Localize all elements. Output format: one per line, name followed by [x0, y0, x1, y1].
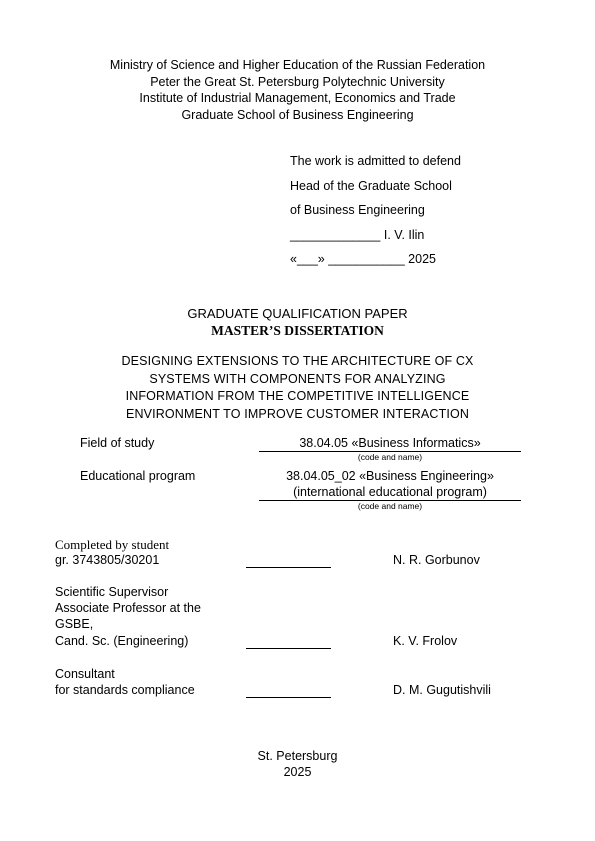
consultant-name: D. M. Gugutishvili: [393, 683, 491, 697]
field-of-study-label: Field of study: [80, 436, 155, 450]
approval-head-signature: _____________ I. V. Ilin: [290, 227, 425, 242]
educational-program-label: Educational program: [80, 469, 196, 483]
topic-line-3: INFORMATION FROM THE COMPETITIVE INTELLIGENCE: [125, 389, 470, 403]
field-of-study-caption: (code and name): [357, 452, 423, 462]
footer-year: 2025: [283, 765, 312, 779]
supervisor-role-line-3: GSBE,: [55, 617, 94, 631]
university-line: Peter the Great St. Petersburg Polytechnic University: [150, 74, 445, 89]
supervisor-signature-line: [246, 648, 331, 649]
student-role-line-1: Completed by student: [55, 537, 170, 552]
supervisor-name: K. V. Frolov: [393, 634, 458, 648]
approval-line-1: The work is admitted to defend: [290, 154, 461, 168]
paper-type: GRADUATE QUALIFICATION PAPER: [187, 306, 408, 321]
supervisor-role-line-4: Cand. Sc. (Engineering): [55, 634, 189, 648]
supervisor-role-line-1: Scientific Supervisor: [55, 585, 169, 599]
educational-program-value: 38.04.05_02 «Business Engineering»: [286, 469, 494, 483]
approval-line-3: of Business Engineering: [290, 203, 425, 217]
student-signature-line: [246, 567, 331, 568]
approval-line-2: Head of the Graduate School: [290, 178, 452, 193]
topic-line-4: ENVIRONMENT TO IMPROVE CUSTOMER INTERACTION: [125, 406, 470, 421]
consultant-role-line-2: for standards compliance: [55, 683, 195, 697]
consultant-role-line-1: Consultant: [55, 667, 115, 681]
educational-program-caption: (code and name): [357, 501, 423, 511]
supervisor-role-line-2: Associate Professor at the: [55, 601, 201, 615]
school-line: Graduate School of Business Engineering: [181, 107, 414, 122]
topic-line-2: SYSTEMS WITH COMPONENTS FOR ANALYZING: [149, 371, 446, 386]
consultant-signature-line: [246, 697, 331, 698]
approval-date: «___» ___________ 2025: [290, 252, 436, 266]
field-of-study-value: 38.04.05 «Business Informatics»: [299, 436, 481, 450]
approval-block: [290, 149, 461, 272]
institute-line: Institute of Industrial Management, Economics and Trade: [139, 91, 456, 105]
educational-program-note: (international educational program): [293, 485, 487, 499]
student-name: N. R. Gorbunov: [393, 553, 480, 567]
footer-city: St. Petersburg: [257, 749, 338, 763]
topic-line-1: DESIGNING EXTENSIONS TO THE ARCHITECTURE OF CX: [121, 354, 474, 368]
ministry-line: Ministry of Science and Higher Education of the Russian Federation: [109, 58, 486, 72]
student-role-line-2: gr. 3743805/30201: [55, 553, 160, 567]
paper-subtype: MASTER’S DISSERTATION: [211, 323, 384, 338]
